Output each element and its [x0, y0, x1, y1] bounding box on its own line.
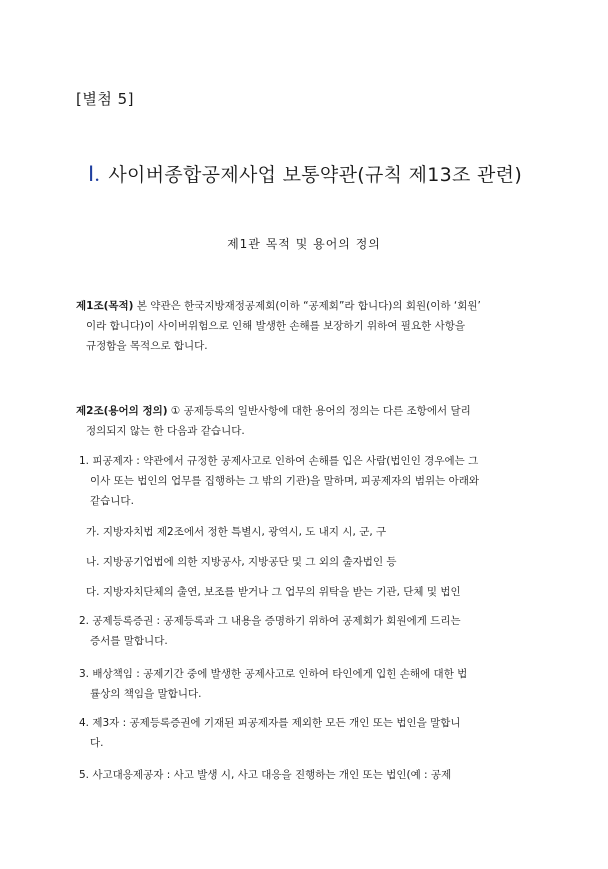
item-1-line-3: 같습니다.: [90, 495, 134, 507]
article-1: [76, 296, 532, 356]
definition-item-5: [79, 765, 533, 785]
definition-item-3: [79, 664, 533, 704]
item-3-line-2: 률상의 책임을 말합니다.: [90, 688, 202, 700]
item-1-line-1: 1. 피공제자 : 약관에서 규정한 공제사고로 인하여 손해를 입은 사람(법인인 경우에는 그: [79, 455, 479, 467]
article-2-line-2: 정의되지 않는 한 다음과 같습니다.: [86, 425, 245, 437]
roman-numeral: Ⅰ.: [88, 162, 101, 186]
item-2-line-1: 2. 공제등록증권 : 공제등록과 그 내용을 증명하기 위하여 공제회가 회원에게 드리는: [79, 615, 461, 627]
item-2-line-2: 증서를 말합니다.: [90, 635, 168, 647]
article-2-label: 제2조(용어의 정의): [76, 405, 168, 417]
attachment-label: [별첨 5]: [76, 90, 134, 108]
article-1-line-2: 이라 합니다)이 사이버위험으로 인해 발생한 손해를 보장하기 위하여 필요한 사항을: [86, 320, 465, 332]
subitem-na: 나. 지방공기업법에 의한 지방공사, 지방공단 및 그 외의 출자법인 등: [86, 556, 397, 568]
title-text: 사이버종합공제사업 보통약관(규칙 제13조 관련): [108, 164, 523, 186]
item-3-line-1: 3. 배상책임 : 공제기간 중에 발생한 공제사고로 인하여 타인에게 입힌 손해에 대한 법: [79, 668, 468, 680]
item-1-line-2: 이사 또는 법인의 업무를 집행하는 그 밖의 기관)을 말하며, 피공제자의 범위는 아래와: [90, 475, 480, 487]
article-1-line-1: 제1조(목적) 본 약관은 한국지방재정공제회(이하 “공제회”라 합니다)의 회원(이하 ‘회원’: [76, 300, 481, 312]
definition-item-1: [79, 451, 533, 511]
article-2: [76, 401, 532, 441]
chapter-title: 제1관 목적 및 용어의 정의: [227, 237, 381, 251]
subitem-da: 다. 지방자치단체의 출연, 보조를 받거나 그 업무의 위탁을 받는 기관, 단체 및 법인: [86, 586, 461, 598]
definition-item-2: [79, 611, 533, 651]
article-1-label: 제1조(목적): [76, 300, 134, 312]
definition-item-4: [79, 713, 533, 753]
item-5-line-1: 5. 사고대응제공자 : 사고 발생 시, 사고 대응을 진행하는 개인 또는 법인(예 : 공제: [79, 769, 452, 781]
item-4-line-2: 다.: [90, 737, 104, 749]
subitem-ga: 가. 지방자치법 제2조에서 정한 특별시, 광역시, 도 내지 시, 군, 구: [86, 526, 387, 538]
item-4-line-1: 4. 제3자 : 공제등록증권에 기재된 피공제자를 제외한 모든 개인 또는 법인을 말합니: [79, 717, 461, 729]
article-2-line-1: 제2조(용어의 정의) ① 공제등록의 일반사항에 대한 용어의 정의는 다른 조항에서 달리: [76, 405, 471, 417]
document-title: [88, 160, 522, 187]
article-1-line-3: 규정함을 목적으로 합니다.: [86, 340, 208, 352]
